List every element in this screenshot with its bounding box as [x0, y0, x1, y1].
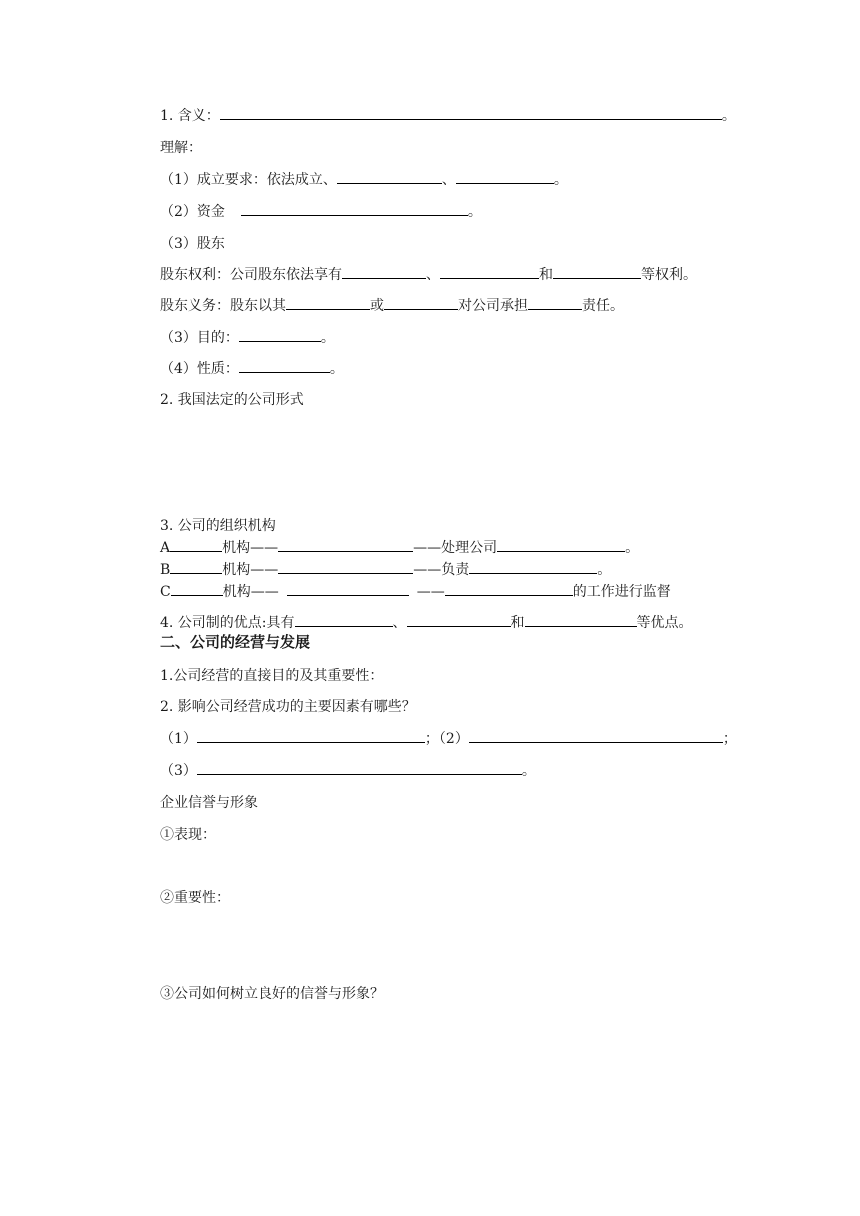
s2-p1: 1.公司经营的直接目的及其重要性： — [160, 668, 384, 684]
factors-line-2 — [160, 761, 536, 781]
org-c-mid: 机构—— — [222, 584, 279, 600]
and: 和 — [510, 615, 525, 631]
end: 。 — [320, 330, 335, 346]
rights-blank-1[interactable] — [342, 265, 426, 279]
credit-heading: 企业信誉与形象 — [160, 795, 258, 811]
q4-label: 4. 公司制的优点:具有 — [160, 615, 295, 631]
org-c-desc: —— — [416, 584, 445, 600]
nature-line — [160, 359, 344, 379]
org-b-desc: ——负责 — [413, 562, 470, 578]
q4-line — [160, 613, 693, 633]
duty-line — [160, 296, 624, 316]
end: 。 — [597, 562, 612, 578]
s2-p2: 2. 影响公司经营成功的主要因素有哪些？ — [160, 699, 416, 715]
org-c-blank-2[interactable] — [287, 582, 409, 596]
or: 或 — [370, 298, 384, 314]
requirement-blank-2[interactable] — [456, 170, 554, 184]
section-heading — [160, 632, 310, 652]
nature-blank[interactable] — [239, 359, 330, 373]
sep: 、 — [441, 172, 456, 188]
understand-line — [160, 138, 202, 158]
org-c-letter: C — [160, 584, 171, 600]
org-c-blank-1[interactable] — [171, 582, 223, 596]
and: 和 — [539, 267, 553, 283]
org-a-desc: ——处理公司 — [413, 540, 498, 556]
end: 。 — [521, 763, 536, 779]
org-b-blank-1[interactable] — [170, 560, 222, 574]
q2-label: 2. 我国法定的公司形式 — [160, 392, 304, 408]
requirement-label: （1）成立要求：依法成立、 — [160, 172, 337, 188]
org-a-letter: A — [160, 540, 171, 556]
org-b-mid: 机构—— — [222, 562, 279, 578]
credit-performance: ①表现： — [160, 827, 216, 843]
q1-end: 。 — [721, 108, 736, 124]
end: 。 — [467, 204, 482, 220]
org-a-blank-3[interactable] — [497, 538, 625, 552]
duty-label: 股东义务：股东以其 — [160, 298, 286, 314]
factor-3-label: （3） — [160, 763, 197, 779]
capital-blank[interactable] — [241, 202, 468, 216]
q3-label: 3. 公司的组织机构 — [160, 518, 276, 534]
purpose-blank[interactable] — [239, 328, 321, 342]
nature-label: （4）性质： — [160, 361, 239, 377]
advantage-blank-3[interactable] — [525, 613, 637, 627]
sep: 、 — [426, 267, 440, 283]
understand-label: 理解： — [160, 140, 202, 156]
duty-blank-2[interactable] — [384, 296, 458, 310]
requirement-blank-1[interactable] — [337, 170, 442, 184]
org-a-line — [160, 538, 639, 558]
shareholder-label: （3）股东 — [160, 236, 225, 252]
credit-how: ③公司如何树立良好的信誉与形象？ — [160, 986, 384, 1002]
q1-label: 1. 含义： — [160, 108, 220, 124]
purpose-line — [160, 328, 335, 348]
bear: 对公司承担 — [458, 298, 528, 314]
q1-line — [160, 106, 736, 126]
factor-2-blank[interactable] — [469, 729, 723, 743]
section-title: 二、公司的经营与发展 — [160, 633, 311, 651]
sep: 、 — [392, 615, 407, 631]
s2-p1-line — [160, 666, 383, 686]
q3-line — [160, 516, 276, 536]
credit-2-line — [160, 888, 230, 908]
rights-blank-3[interactable] — [553, 265, 641, 279]
capital-line — [160, 202, 482, 222]
end: 。 — [329, 361, 344, 377]
org-a-blank-2[interactable] — [278, 538, 413, 552]
requirement-line — [160, 170, 568, 190]
org-b-line — [160, 560, 611, 580]
factor-1-blank[interactable] — [197, 729, 425, 743]
org-b-blank-2[interactable] — [278, 560, 413, 574]
credit-3-line — [160, 984, 384, 1004]
end: 。 — [625, 540, 640, 556]
duty-blank-1[interactable] — [286, 296, 370, 310]
factor-1-label: （1） — [160, 731, 197, 747]
org-a-blank-1[interactable] — [170, 538, 222, 552]
meaning-blank[interactable] — [220, 106, 722, 120]
q2-line — [160, 390, 304, 410]
factor-3-blank[interactable] — [197, 761, 522, 775]
end: 等权利。 — [641, 267, 697, 283]
rights-line — [160, 265, 697, 285]
org-b-letter: B — [160, 562, 171, 578]
org-a-mid: 机构—— — [222, 540, 279, 556]
advantage-blank-1[interactable] — [295, 613, 393, 627]
credit-importance: ②重要性： — [160, 890, 230, 906]
purpose-label: （3）目的： — [160, 330, 239, 346]
capital-label: （2）资金 — [160, 204, 225, 220]
credit-1-line — [160, 825, 216, 845]
org-c-blank-3[interactable] — [445, 582, 573, 596]
org-b-blank-3[interactable] — [469, 560, 597, 574]
shareholder-line — [160, 234, 225, 254]
duty-blank-3[interactable] — [528, 296, 582, 310]
credit-line — [160, 793, 258, 813]
s2-p2-line — [160, 697, 416, 717]
rights-blank-2[interactable] — [440, 265, 539, 279]
end: 等优点。 — [636, 615, 693, 631]
end: 。 — [553, 172, 568, 188]
org-c-end: 的工作进行监督 — [572, 584, 671, 600]
org-c-line — [160, 582, 671, 602]
end: 责任。 — [582, 298, 624, 314]
factor-2-label: ；（2） — [424, 731, 469, 747]
factors-line-1 — [160, 729, 737, 749]
end: ； — [722, 731, 737, 747]
rights-label: 股东权利：公司股东依法享有 — [160, 267, 342, 283]
advantage-blank-2[interactable] — [407, 613, 511, 627]
